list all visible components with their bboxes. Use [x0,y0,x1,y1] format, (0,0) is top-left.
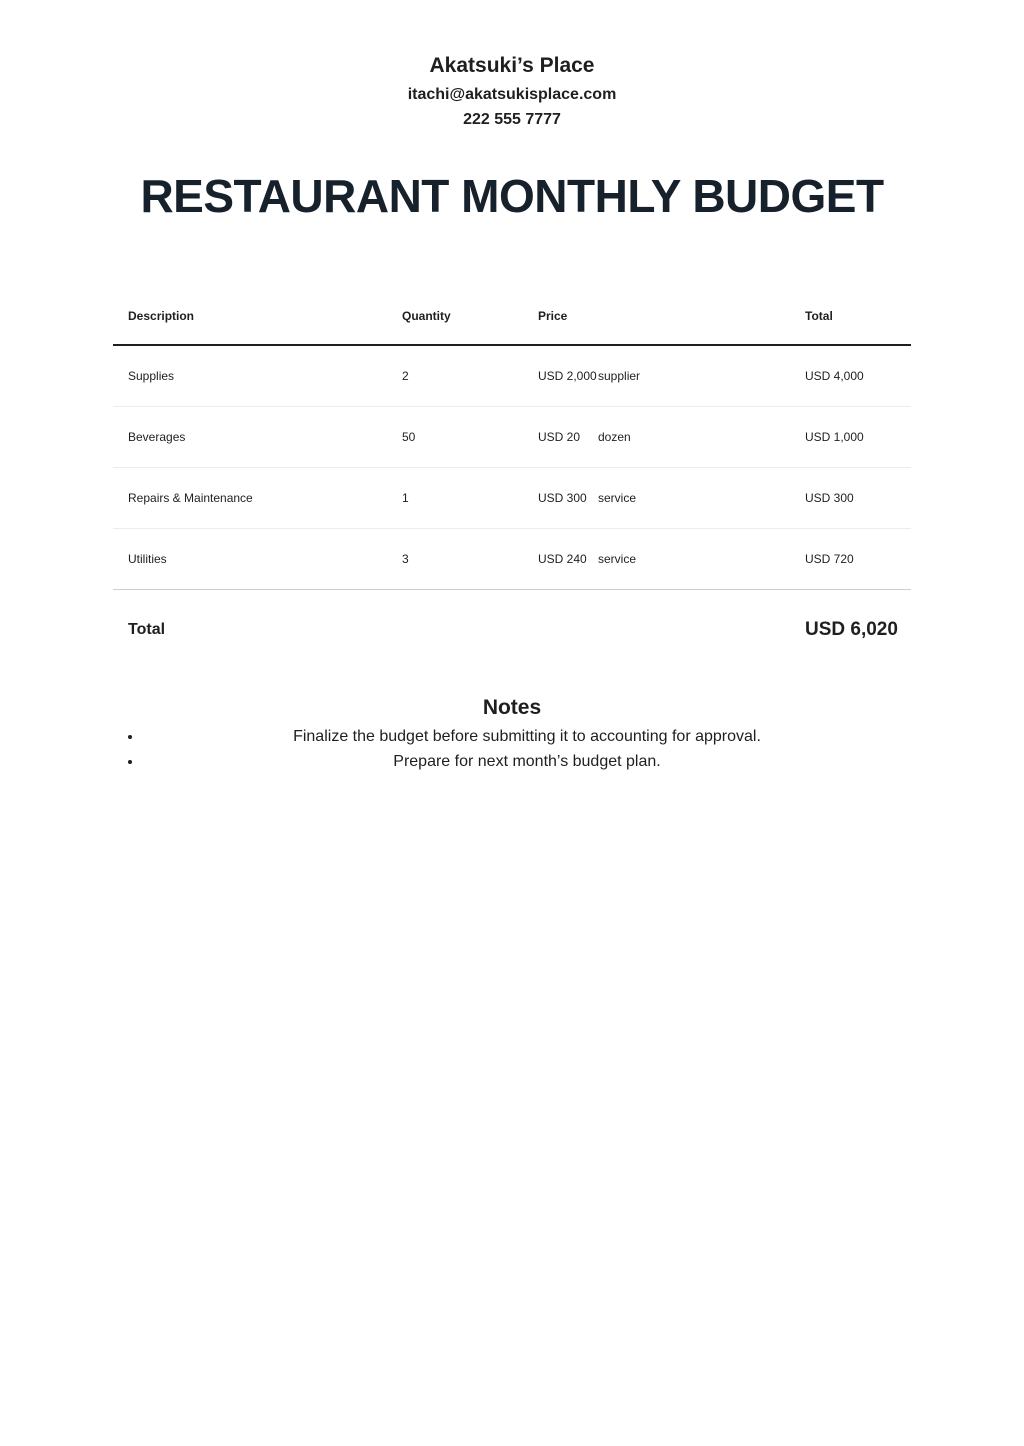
row-quantity: 50 [387,407,523,468]
note-item: • Prepare for next month’s budget plan. [143,749,911,774]
table-row [113,407,911,468]
row-price: USD 300 [523,468,598,529]
row-description: Supplies [113,345,387,407]
row-price: USD 20 [523,407,598,468]
company-email: itachi@akatsukisplace.com [407,86,617,103]
column-header-quantity: Quantity [387,288,523,345]
row-unit: service [598,529,790,590]
table-header-row [113,288,911,345]
row-unit: supplier [598,345,790,407]
total-row [113,590,911,671]
row-price: USD 240 [523,529,598,590]
row-quantity: 2 [387,345,523,407]
notes-section [113,692,911,774]
table-row [113,345,911,407]
note-item: • Finalize the budget before submitting it to accounting for approval. [143,724,911,749]
column-header-description: Description [113,288,387,345]
row-total: USD 720 [790,529,911,590]
column-header-total: Total [790,288,911,345]
table-row [113,529,911,590]
company-phone: 222 555 7777 [463,111,561,128]
row-total: USD 300 [790,468,911,529]
row-unit: dozen [598,407,790,468]
row-unit: service [598,468,790,529]
row-quantity: 3 [387,529,523,590]
table-row [113,468,911,529]
notes-title: Notes [482,696,542,719]
row-description: Utilities [113,529,387,590]
row-total: USD 1,000 [790,407,911,468]
column-header-price: Price [523,288,598,345]
row-description: Beverages [113,407,387,468]
row-quantity: 1 [387,468,523,529]
document-title: RESTAURANT MONTHLY BUDGET [140,170,884,222]
row-total: USD 4,000 [790,345,911,407]
notes-list [113,724,911,774]
budget-table [113,288,911,670]
company-name: Akatsuki’s Place [429,54,595,77]
column-header-unit [598,288,790,345]
total-amount: USD 6,020 [805,619,898,640]
row-price: USD 2,000 [523,345,598,407]
total-label: Total [128,621,166,638]
row-description: Repairs & Maintenance [113,468,387,529]
document-header [0,50,1024,132]
